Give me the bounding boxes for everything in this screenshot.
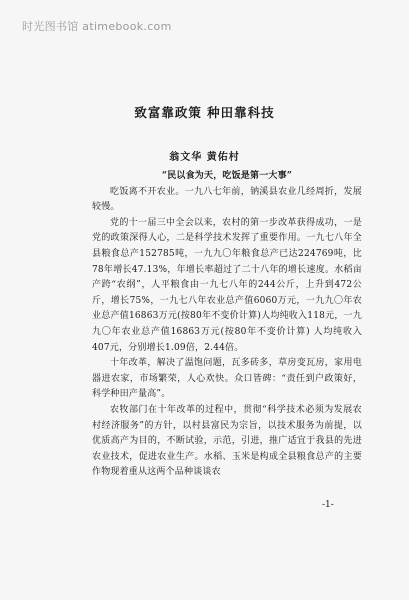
watermark: 时光图书馆 atimebook.com xyxy=(22,20,172,33)
page-number: -1- xyxy=(322,500,334,510)
paragraph-2: 党的十一届三中全会以来，农村的第一步改革获得成功，一是党的政策深得人心，二是科学技术发挥了重要作用。一九七八年全县粮食总产152785吨，一九九〇年粮食总产已达224769吨，比78年增长47.13%，年增长率超过了二十八年的增长速度。水稻亩产跨“农纲”，人平粮食由一九七八年的244公斤，上升到472公斤，增长75%，一九七八年农业总产值6060万元，一九九〇年农业总产值16863万元(按80年不变价计算)人均纯收入118元，一九九〇年农业总产值16863万元(按80年不变价计算) 人均纯收入407元，分别增长1.09倍，2.44倍。 xyxy=(92,217,362,353)
article-title: 致富靠政策 种田靠科技 xyxy=(134,105,275,120)
article-body xyxy=(92,169,362,481)
opening-quote: “民以食为天，吃饭是第一大事” xyxy=(161,171,293,181)
paragraph-1: 吃饭离不开农业。一九八七年前，钠溪县农业几经周折，发展较慢。 xyxy=(92,186,362,213)
paragraph-3: 十年改革，解决了温饱问题，瓦多砖多，草房变瓦房，家用电器进农家，市场繁荣，人心欢快。众口皆碑：“责任到户政策好，科学种田产量高”。 xyxy=(92,358,362,400)
article-authors: 翁文华 黄佑村 xyxy=(169,152,240,163)
paragraph-4: 农牧部门在十年改革的过程中，贯彻“科学技术必须为发展农村经济服务”的方针，以村县富民为宗旨，以技术服务为前提，以优质高产为目的，不断试验，示范，引进，推广适宜于我县的先进农业技术，促进农业生产。水稻、玉米是构成全县粮食总产的主要作物现着重从这两个品种谈谈农 xyxy=(92,404,362,478)
